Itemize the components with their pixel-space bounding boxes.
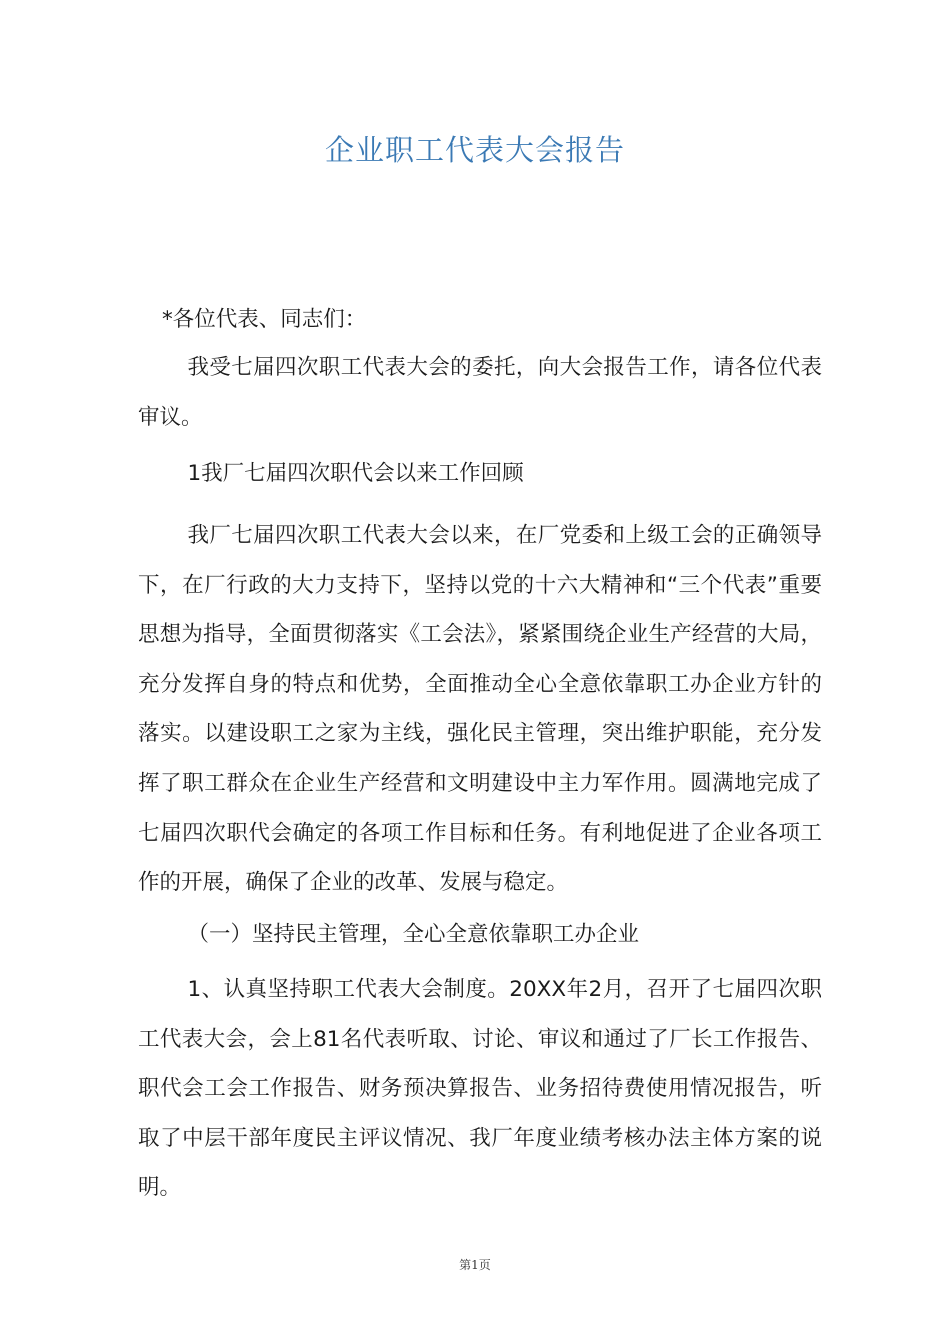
paragraph-intro: 我受七届四次职工代表大会的委托，向大会报告工作，请各位代表审议。 (138, 355, 822, 430)
page-number: 第1页 (459, 1258, 491, 1272)
paragraph-congress-system: 1、认真坚持职工代表大会制度。20XX年2月，召开了七届四次职工代表大会，会上81名代表听取、讨论、审议和通过了厂长工作报告、职代会工会工作报告、财务预决算报告、业务招待费使用情况报告，听取了中层干部年度民主评议情况、我厂年度业绩考核办法主体方案的说明。 (138, 977, 822, 1201)
document-title: 企业职工代表大会报告 (324, 133, 625, 167)
salutation: *各位代表、同志们： (162, 307, 367, 332)
subsection-heading-democratic-management: （一）坚持民主管理，全心全意依靠职工办企业 (187, 922, 639, 947)
section-heading-review: 1我厂七届四次职代会以来工作回顾 (187, 461, 524, 486)
paragraph-review: 我厂七届四次职工代表大会以来，在厂党委和上级工会的正确领导下，在厂行政的大力支持下，坚持以党的十六大精神和“三个代表”重要思想为指导，全面贯彻落实《工会法》，紧紧围绕企业生产经营的大局，充分发挥自身的特点和优势，全面推动全心全意依靠职工办企业方针的落实。以建设职工之家为主线，强化民主管理，突出维护职能，充分发挥了职工群众在企业生产经营和文明建设中主力军作用。圆满地完成了七届四次职代会确定的各项工作目标和任务。有利地促进了企业各项工作的开展，确保了企业的改革、发展与稳定。 (138, 523, 822, 896)
